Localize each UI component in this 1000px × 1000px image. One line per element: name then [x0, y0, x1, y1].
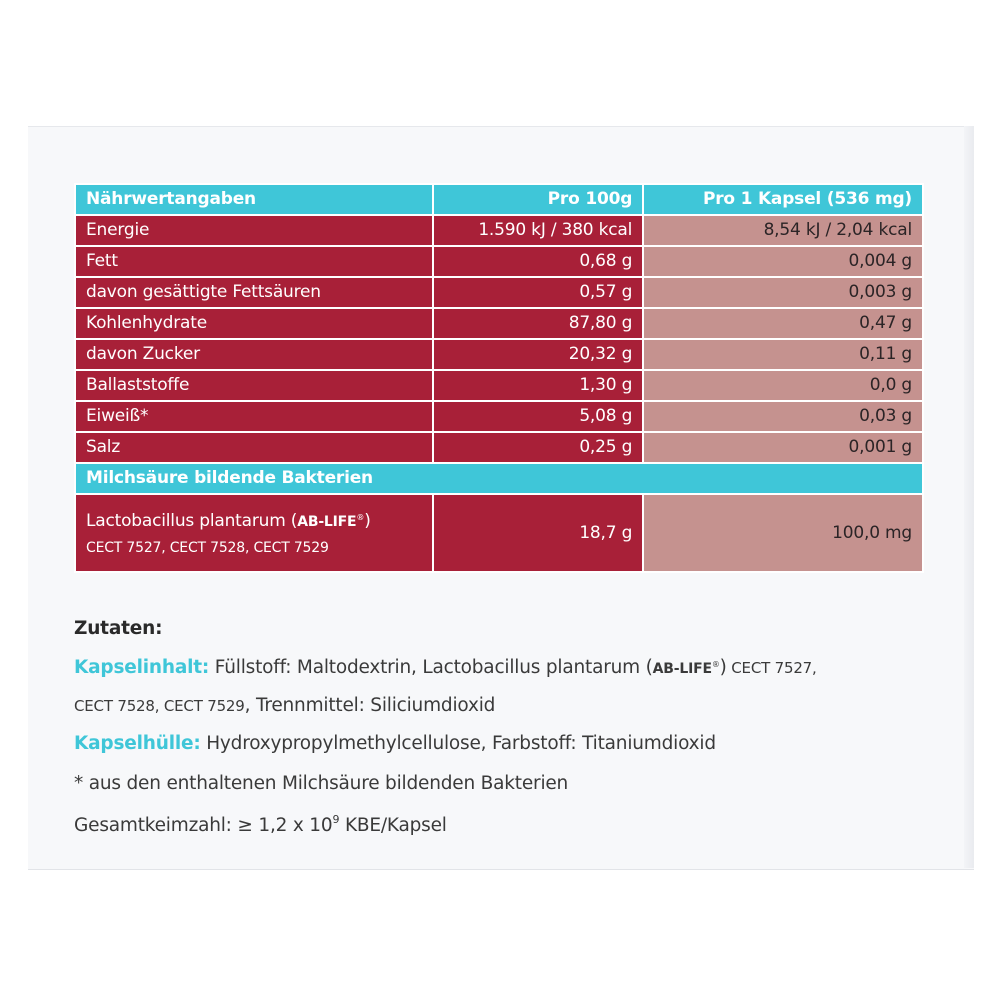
row-per-capsule: 0,0 g [643, 370, 923, 401]
bacteria-header-row [75, 463, 923, 494]
table-row [75, 370, 923, 401]
row-label: Fett [75, 246, 433, 277]
nutrition-table [74, 183, 924, 573]
package-edge [964, 126, 974, 868]
table-row [75, 432, 923, 463]
kapselhuelle-label: Kapselhülle: [74, 733, 201, 754]
row-per100: 20,32 g [433, 339, 643, 370]
bacteria-line1: Lactobacillus plantarum (AB-LIFE®) [86, 511, 371, 531]
bacteria-label [75, 494, 433, 572]
row-label: Eiweiß* [75, 401, 433, 432]
table-row [75, 277, 923, 308]
table-row [75, 308, 923, 339]
ab-life-brand: AB-LIFE [297, 514, 357, 530]
header-per100: Pro 100g [433, 184, 643, 215]
row-per100: 87,80 g [433, 308, 643, 339]
table-row [75, 339, 923, 370]
row-label: Ballaststoffe [75, 370, 433, 401]
table-header-row [75, 184, 923, 215]
row-label: Kohlenhydrate [75, 308, 433, 339]
row-label: davon Zucker [75, 339, 433, 370]
row-per100: 0,57 g [433, 277, 643, 308]
table-row [75, 401, 923, 432]
bacteria-line2: CECT 7527, CECT 7528, CECT 7529 [86, 540, 329, 556]
kapselinhalt-line: Kapselinhalt: Füllstoff: Maltodextrin, Lactobacillus plantarum (AB-LIFE®) CECT 7527, [74, 657, 817, 678]
row-per-capsule: 0,003 g [643, 277, 923, 308]
kapselhuelle-line: Kapselhülle: Hydroxypropylmethylcellulose, Farbstoff: Titaniumdioxid [74, 733, 716, 754]
row-per-capsule: 0,001 g [643, 432, 923, 463]
table-row [75, 215, 923, 246]
row-label: davon gesättigte Fettsäuren [75, 277, 433, 308]
row-per100: 1.590 kJ / 380 kcal [433, 215, 643, 246]
row-per-capsule: 0,47 g [643, 308, 923, 339]
row-per-capsule: 0,004 g [643, 246, 923, 277]
bacteria-per100: 18,7 g [433, 494, 643, 572]
row-label: Energie [75, 215, 433, 246]
row-per-capsule: 8,54 kJ / 2,04 kcal [643, 215, 923, 246]
row-per-capsule: 0,03 g [643, 401, 923, 432]
kapselinhalt-label: Kapselinhalt: [74, 657, 210, 678]
row-per100: 5,08 g [433, 401, 643, 432]
bacteria-header: Milchsäure bildende Bakterien [75, 463, 923, 494]
table-row [75, 246, 923, 277]
footnote: * aus den enthaltenen Milchsäure bildenden Bakterien [74, 773, 569, 794]
germ-count: Gesamtkeimzahl: ≥ 1,2 x $10^9$ KBE/Kapsel [74, 813, 447, 836]
header-per-capsule: Pro 1 Kapsel (536 mg) [643, 184, 923, 215]
row-per100: 0,25 g [433, 432, 643, 463]
row-per100: 1,30 g [433, 370, 643, 401]
row-per-capsule: 0,11 g [643, 339, 923, 370]
bacteria-per-capsule: 100,0 mg [643, 494, 923, 572]
kapselinhalt-line2: CECT 7528, CECT 7529, Trennmittel: Siliciumdioxid [74, 695, 496, 716]
ab-life-brand: AB-LIFE [652, 661, 712, 677]
row-label: Salz [75, 432, 433, 463]
ingredients-title: Zutaten: [74, 618, 163, 639]
row-per100: 0,68 g [433, 246, 643, 277]
bacteria-row [75, 494, 923, 572]
header-label: Nährwertangaben [75, 184, 433, 215]
